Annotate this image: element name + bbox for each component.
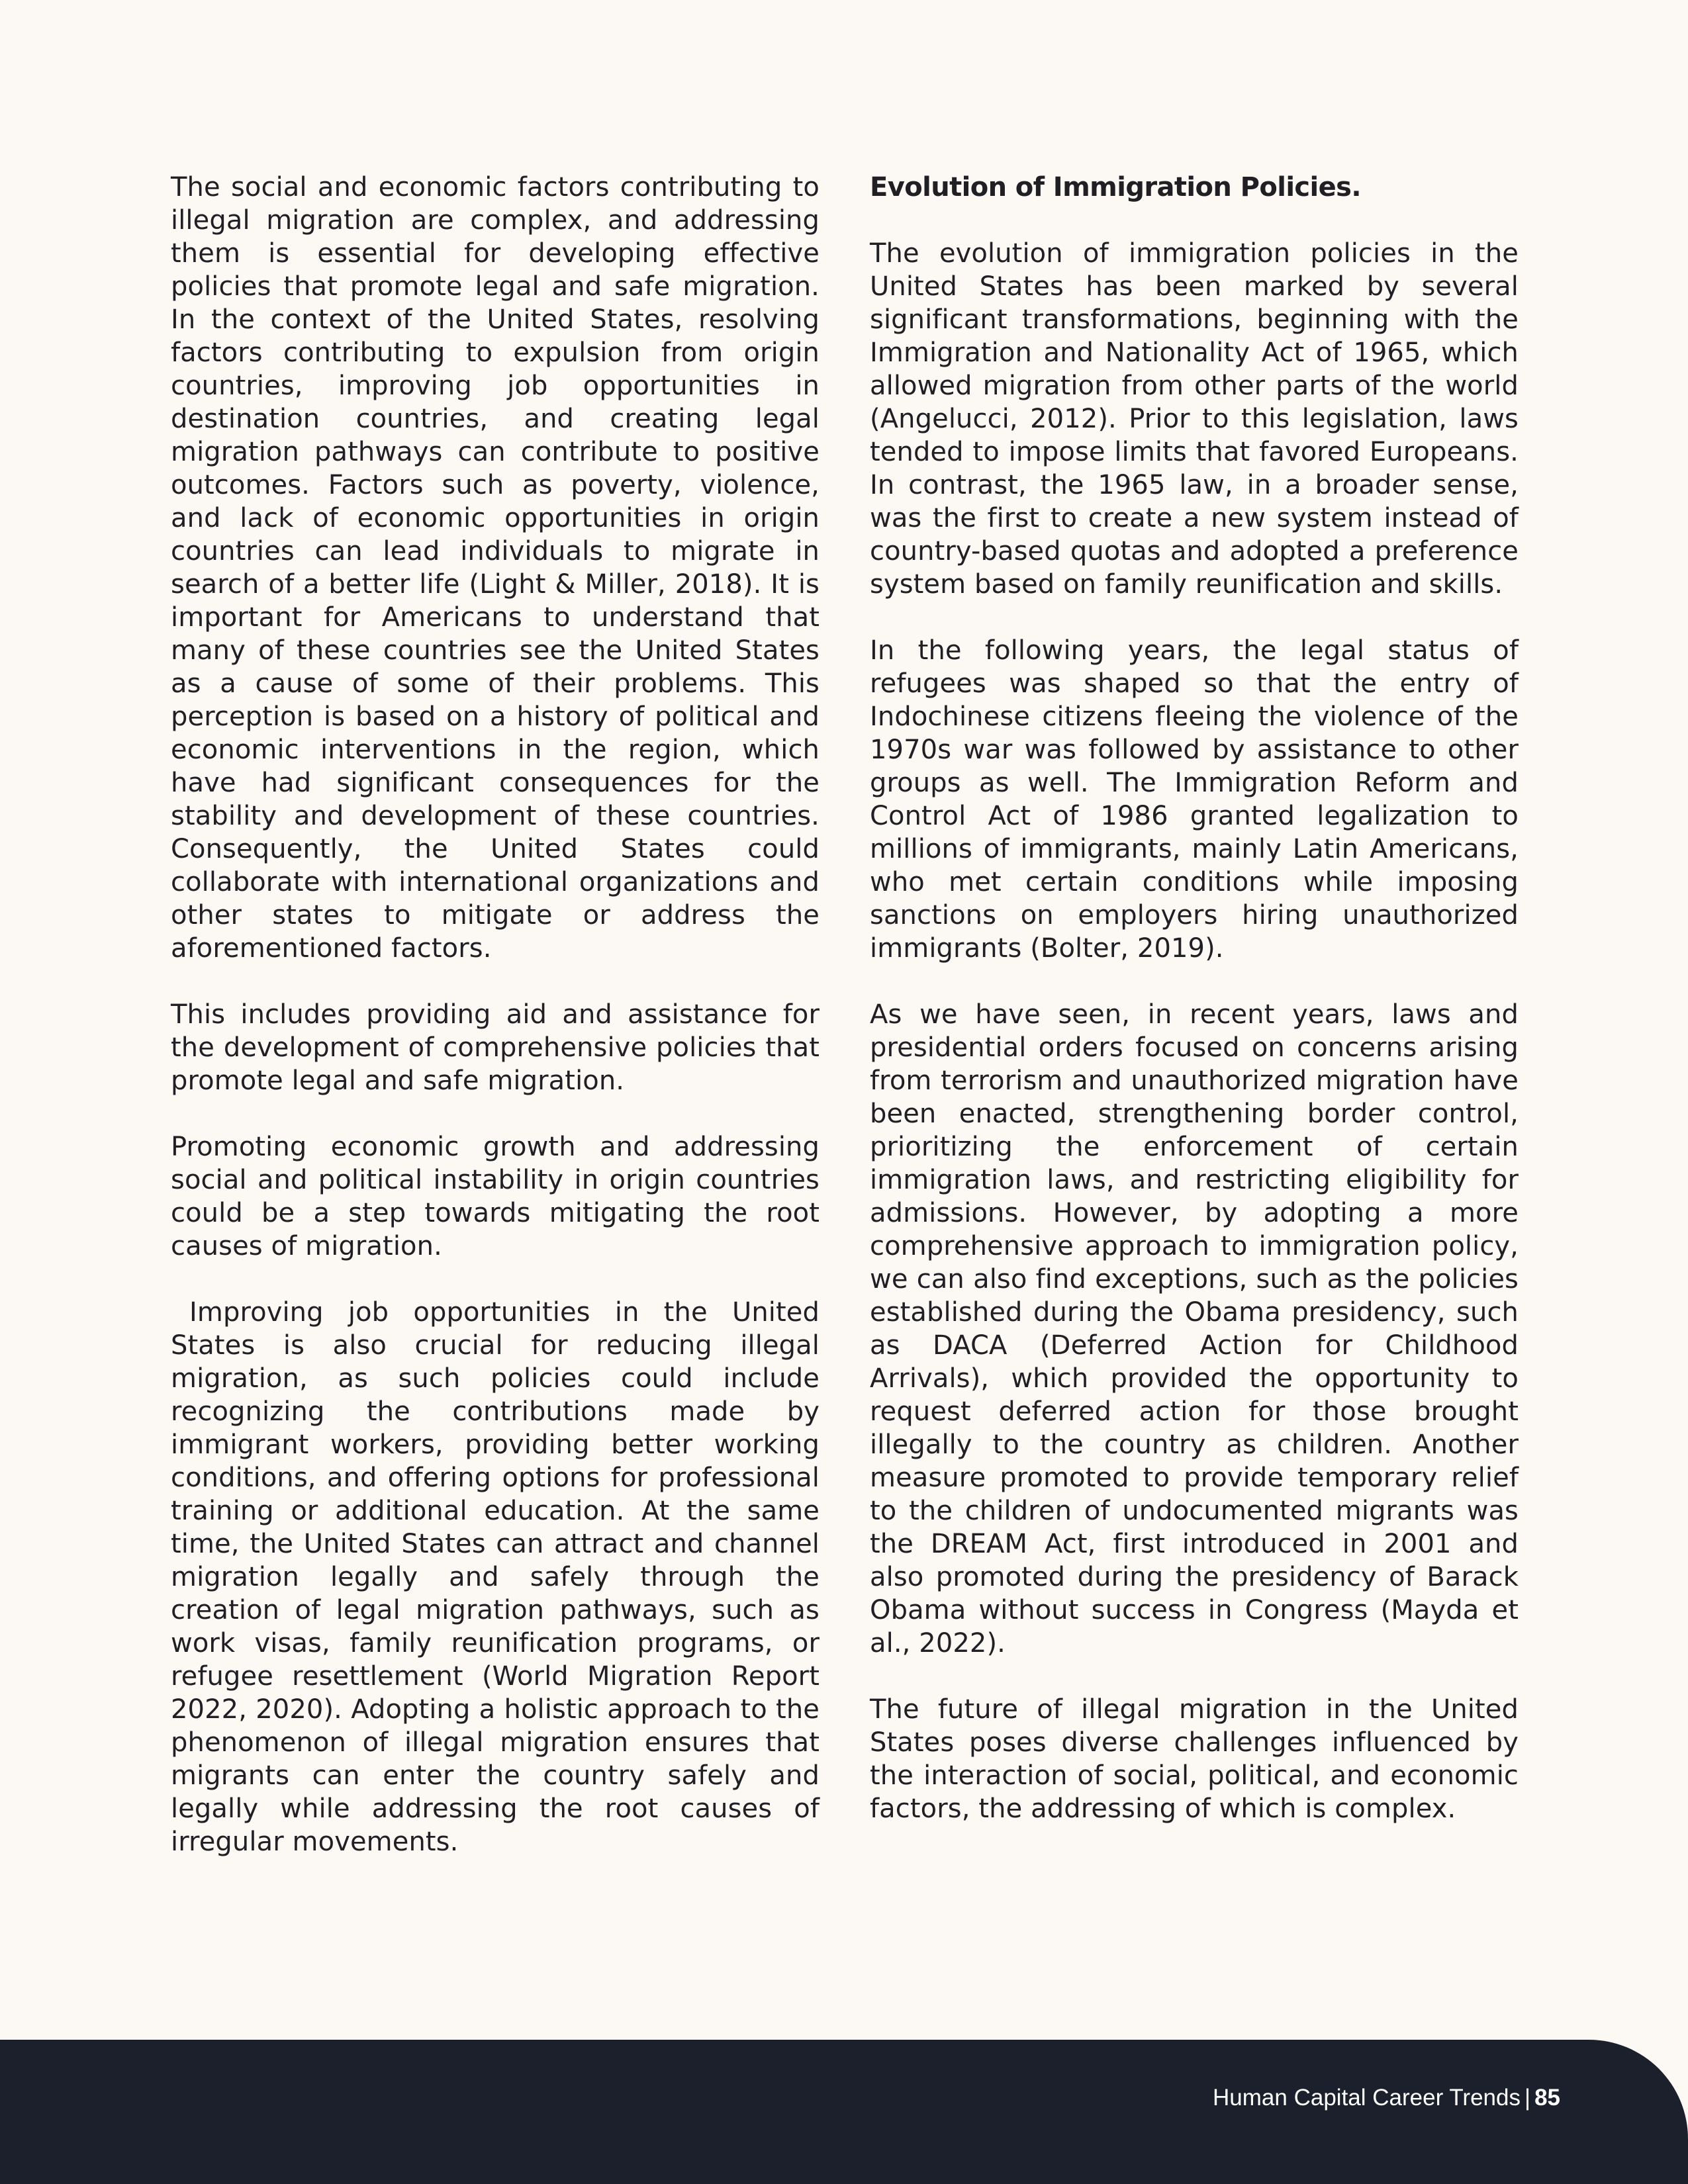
section-heading: Evolution of Immigration Policies. [870,172,1361,203]
right-column [870,171,1519,1825]
page-footer [0,2040,1688,2184]
body-paragraph: Promoting economic growth and addressing social and political instability in origin countries could be a step towards mitigating the root causes of migration. [171,1132,820,1261]
footer-separator: | [1524,2085,1531,2111]
left-column [171,171,820,1858]
body-paragraph: Improving job opportunities in the United States is also crucial for reducing illegal migration, as such policies could include recognizing the contributions made by immigrant workers, providing better working conditions, and offering options for professional training or additional education. At the same time, the United States can attract and channel migration legally and safely through the creation of legal migration pathways, such as work visas, family reunification programs, or refugee resettlement (World Migration Report 2022, 2020). Adopting a holistic approach to the phenomenon of illegal migration ensures that migrants can enter the country safely and legally while addressing the root causes of irregular movements. [171,1297,820,1857]
publication-title: Human Capital Career Trends [1213,2085,1521,2111]
body-paragraph: The evolution of immigration policies in the United States has been marked by several significant transformations, beginning with the Immigration and Nationality Act of 1965, which allowed migration from other parts of the world (Angelucci, 2012). Prior to this legislation, laws tended to impose limits that favored Europeans. In contrast, the 1965 law, in a broader sense, was the first to create a new system instead of country-based quotas and adopted a preference system based on family reunification and skills. [870,238,1519,600]
body-paragraph: As we have seen, in recent years, laws and presidential orders focused on concerns arising from terrorism and unauthorized migration have been enacted, strengthening border control, prioritizing the enforcement of certain immigration laws, and restricting eligibility for admissions. However, by adopting a more comprehensive approach to immigration policy, we can also find exceptions, such as the policies established during the Obama presidency, such as DACA (Deferred Action for Childhood Arrivals), which provided the opportunity to request deferred action for those brought illegally to the country as children. Another measure promoted to provide temporary relief to the children of undocumented migrants was the DREAM Act, first introduced in 2001 and also promoted during the presidency of Barack Obama without success in Congress (Mayda et al., 2022). [870,999,1519,1659]
body-paragraph: In the following years, the legal status of refugees was shaped so that the entry of Indochinese citizens fleeing the violence of the 1970s war was followed by assistance to other groups as well. The Immigration Reform and Control Act of 1986 granted legalization to millions of immigrants, mainly Latin Americans, who met certain conditions while imposing sanctions on employers hiring unauthorized immigrants (Bolter, 2019). [870,635,1519,964]
footer-text [1213,2085,1560,2111]
page-number: 85 [1534,2085,1560,2111]
body-paragraph: The social and economic factors contributing to illegal migration are complex, and addressing them is essential for developing effective policies that promote legal and safe migration. In the context of the United States, resolving factors contributing to expulsion from origin countries, improving job opportunities in destination countries, and creating legal migration pathways can contribute to positive outcomes. Factors such as poverty, violence, and lack of economic opportunities in origin countries can lead individuals to migrate in search of a better life (Light & Miller, 2018). It is important for Americans to understand that many of these countries see the United States as a cause of some of their problems. This perception is based on a history of political and economic interventions in the region, which have had significant consequences for the stability and development of these countries. Consequently, the United States could collaborate with international organizations and other states to mitigate or address the aforementioned factors. [171,172,820,964]
body-paragraph: This includes providing aid and assistance for the development of comprehensive policies that promote legal and safe migration. [171,999,820,1096]
body-paragraph: The future of illegal migration in the United States poses diverse challenges influenced by the interaction of social, political, and economic factors, the addressing of which is complex. [870,1694,1519,1824]
